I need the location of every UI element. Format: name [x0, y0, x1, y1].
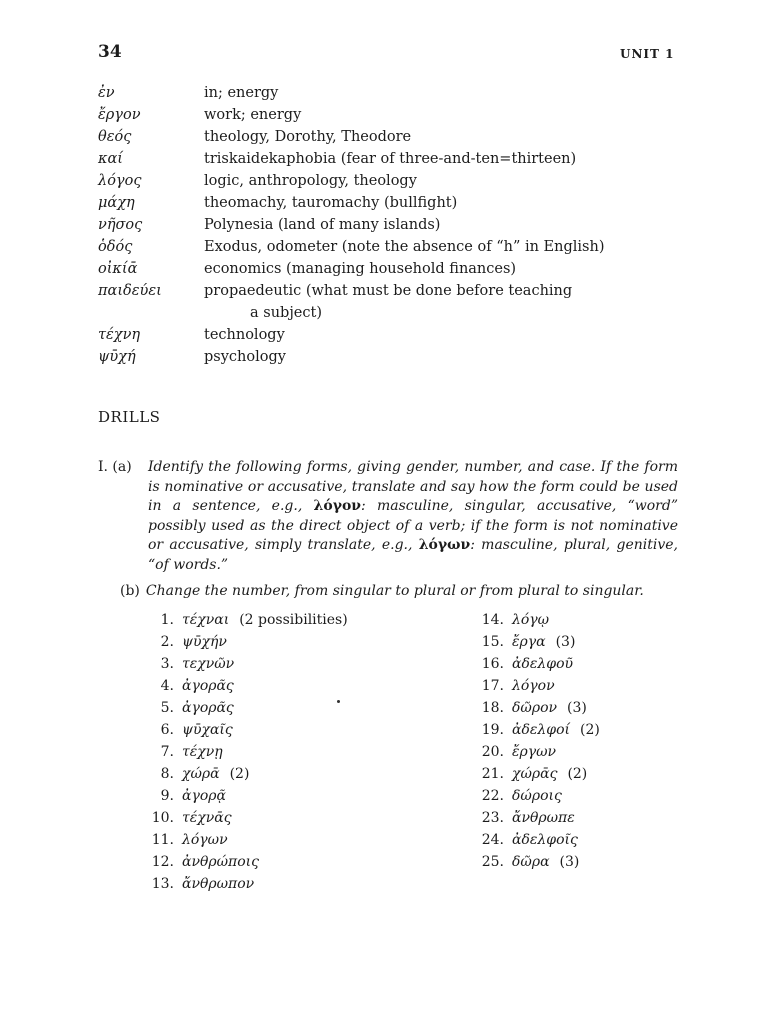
item-number: 24.	[481, 832, 504, 848]
vocab-row	[98, 170, 698, 192]
derivatives: Exodus, odometer (note the absence of “h” in English)	[204, 239, 605, 255]
exercise-item	[140, 807, 380, 829]
derivatives: logic, anthropology, theology	[204, 173, 417, 189]
part-a-label: I. (a)	[98, 459, 132, 475]
item-number: 1.	[160, 612, 174, 628]
exercise-item	[140, 631, 380, 653]
greek-form: ἀγορᾶς	[182, 678, 234, 694]
item-number: 14.	[481, 612, 504, 628]
drill-part-a	[98, 458, 678, 575]
unit-heading: UNIT 1	[620, 47, 675, 61]
exercise-item	[470, 851, 670, 873]
item-number: 18.	[481, 700, 504, 716]
greek-form: ἄνθρωπε	[512, 810, 575, 826]
greek-word: παιδεύει	[98, 283, 162, 299]
greek-form: ψῡχήν	[182, 634, 227, 650]
derivatives: Polynesia (land of many islands)	[204, 217, 441, 233]
part-a-instructions	[148, 458, 678, 575]
exercise-column-left	[140, 609, 380, 895]
derivatives: propaedeutic (what must be done before teaching	[204, 283, 573, 299]
derivatives: work; energy	[204, 107, 302, 123]
greek-word: καί	[98, 151, 123, 167]
greek-form: τέχνᾱς	[182, 810, 232, 826]
exercise-item	[470, 653, 670, 675]
item-number: 12.	[151, 854, 174, 870]
item-note: (2)	[580, 722, 600, 738]
greek-form: δῶρα	[512, 854, 550, 870]
exercise-item	[470, 631, 670, 653]
greek-form: ἔργων	[512, 744, 557, 760]
greek-form: ἀδελφοῦ	[512, 656, 574, 672]
item-number: 8.	[160, 766, 174, 782]
item-number: 21.	[481, 766, 504, 782]
vocab-row	[98, 258, 698, 280]
exercise-item	[470, 697, 670, 719]
derivatives: a subject)	[250, 305, 322, 321]
vocab-row-continued	[98, 302, 698, 324]
item-note: (3)	[559, 854, 580, 870]
item-number: 19.	[481, 722, 504, 738]
example-word: λόγον	[313, 498, 361, 514]
exercise-item	[140, 785, 380, 807]
vocab-row	[98, 346, 698, 368]
greek-form: ἀδελφοῖς	[512, 832, 578, 848]
item-number: 7.	[160, 744, 174, 760]
greek-word: ὁδός	[98, 239, 133, 255]
exercise-item	[140, 697, 380, 719]
exercise-item	[140, 719, 380, 741]
greek-form: χώρᾱς	[512, 766, 558, 782]
exercise-item	[140, 741, 380, 763]
greek-form: ἀγορᾶς	[182, 700, 234, 716]
exercise-item	[470, 741, 670, 763]
greek-form: ἔργα	[512, 634, 546, 650]
item-number: 22.	[481, 788, 504, 804]
derivatives: theomachy, tauromachy (bullfight)	[204, 195, 458, 211]
greek-form: τέχναι	[182, 612, 230, 628]
greek-form: τέχνῃ	[182, 744, 223, 760]
greek-form: δῶρον	[512, 700, 558, 716]
item-note: (2)	[229, 766, 250, 782]
item-number: 20.	[481, 744, 504, 760]
exercise-item	[470, 829, 670, 851]
item-number: 5.	[160, 700, 174, 716]
vocab-row	[98, 236, 698, 258]
item-number: 15.	[481, 634, 504, 650]
derivatives: economics (managing household finances)	[204, 261, 517, 277]
drill-part-b	[120, 583, 644, 599]
vocab-row	[98, 148, 698, 170]
greek-form: τεχνῶν	[182, 656, 235, 672]
item-note: (2 possibilities)	[239, 612, 348, 628]
item-number: 6.	[160, 722, 174, 738]
greek-form: ψῡχαῖς	[182, 722, 233, 738]
page-number: 34	[98, 42, 122, 62]
item-number: 10.	[151, 810, 174, 826]
vocab-row	[98, 280, 698, 302]
exercise-item	[140, 609, 380, 631]
greek-form: λόγων	[182, 832, 228, 848]
derivatives: technology	[204, 327, 285, 343]
example-word: λόγων	[418, 537, 471, 553]
greek-word: ἐν	[98, 85, 115, 101]
item-note: (3)	[555, 634, 576, 650]
vocab-row	[98, 192, 698, 214]
item-number: 3.	[160, 656, 174, 672]
exercise-item	[470, 807, 670, 829]
exercise-item	[140, 829, 380, 851]
exercise-column-right	[470, 609, 670, 873]
exercise-item	[470, 675, 670, 697]
item-number: 23.	[481, 810, 504, 826]
exercise-item	[140, 763, 380, 785]
item-number: 13.	[151, 876, 174, 892]
derivatives: theology, Dorothy, Theodore	[204, 129, 412, 145]
greek-form: ἀδελφοί	[512, 722, 570, 738]
vocabulary-list	[98, 82, 698, 368]
greek-word: ἔργον	[98, 107, 141, 123]
greek-word: ψῡχή	[98, 349, 136, 365]
derivatives: psychology	[204, 349, 286, 365]
part-b-instructions: Change the number, from singular to plural or from plural to singular.	[145, 583, 644, 599]
greek-form: ἀνθρώποις	[182, 854, 259, 870]
greek-word: λόγος	[98, 173, 142, 189]
greek-word: νῆσος	[98, 217, 143, 233]
item-note: (2)	[567, 766, 588, 782]
derivatives: triskaidekaphobia (fear of three-and-ten=thirteen)	[204, 151, 577, 167]
part-b-label: (b)	[120, 583, 140, 599]
greek-form: ἄνθρωπον	[182, 876, 255, 892]
vocab-row	[98, 214, 698, 236]
item-number: 11.	[151, 832, 174, 848]
instruction-text: : masculine, singular, accusative, “word” possibly used as the direct object of a verb; if the form is not nominative or accusative, simply translate, e.g.,	[148, 498, 678, 553]
item-number: 17.	[481, 678, 504, 694]
item-number: 4.	[160, 678, 174, 694]
instruction-text: Identify the following forms, giving gender, number, and case. If the form is nominative or accusative, translate and say how the form could be used in a sentence, e.g.,	[148, 459, 678, 514]
drills-heading: DRILLS	[98, 408, 161, 426]
exercise-item	[470, 609, 670, 631]
stray-dot	[337, 700, 340, 703]
item-number: 25.	[481, 854, 504, 870]
item-number: 9.	[160, 788, 174, 804]
vocab-row	[98, 126, 698, 148]
greek-form: δώροις	[512, 788, 562, 804]
exercise-item	[470, 719, 670, 741]
exercise-item	[140, 851, 380, 873]
vocab-row	[98, 104, 698, 126]
vocab-row	[98, 82, 698, 104]
item-number: 16.	[481, 656, 504, 672]
exercise-item	[140, 675, 380, 697]
greek-form: λόγον	[512, 678, 555, 694]
greek-form: χώρᾱ	[182, 766, 220, 782]
exercise-item	[140, 653, 380, 675]
exercise-item	[470, 785, 670, 807]
greek-word: οἰκίᾱ	[98, 261, 138, 277]
exercise-item	[470, 763, 670, 785]
greek-form: λόγῳ	[512, 612, 550, 628]
instruction-text: : masculine, plural, genitive, “of words.”	[148, 537, 678, 573]
greek-word: μάχη	[98, 195, 135, 211]
greek-word	[98, 302, 204, 324]
exercise-item	[140, 873, 380, 895]
greek-word: θεός	[98, 129, 132, 145]
greek-word: τέχνη	[98, 327, 141, 343]
item-note: (3)	[567, 700, 587, 716]
item-number: 2.	[160, 634, 174, 650]
derivatives: in; energy	[204, 85, 279, 101]
greek-form: ἀγορᾷ	[182, 788, 226, 804]
vocab-row	[98, 324, 698, 346]
